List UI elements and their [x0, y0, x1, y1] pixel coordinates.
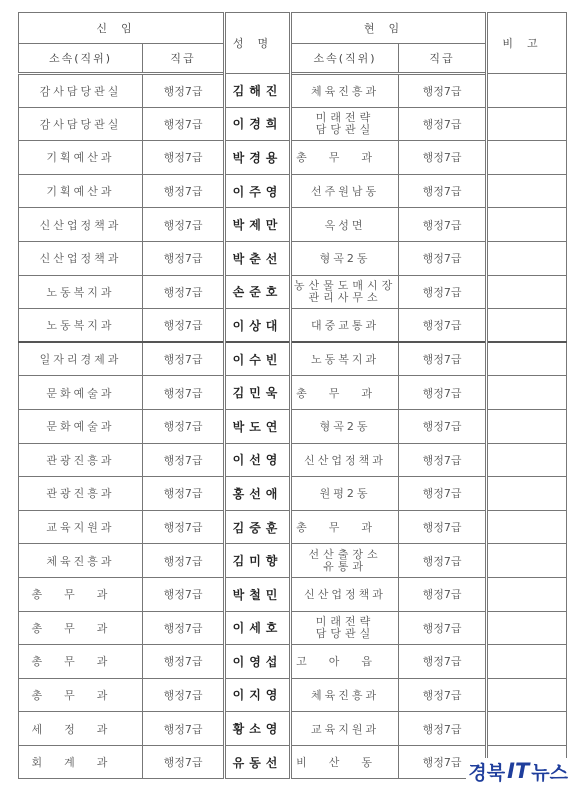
table-row: [19, 309, 567, 343]
note-cell: [487, 275, 567, 309]
table-row: [19, 107, 567, 141]
note-cell: [487, 241, 567, 275]
current-grade-cell: 행정7급: [399, 141, 487, 175]
name-header: 성명: [225, 13, 291, 74]
current-grade-cell: 행정7급: [399, 309, 487, 343]
table-row: [19, 241, 567, 275]
note-cell: [487, 74, 567, 108]
new-dept-cell: 관광진흥과: [19, 443, 143, 477]
current-dept-cell: 노동복지과: [291, 342, 399, 376]
note-cell: [487, 477, 567, 511]
current-grade-cell: 행정7급: [399, 477, 487, 511]
new-grade-cell: 행정7급: [143, 645, 225, 679]
name-cell: 이수빈: [225, 342, 291, 376]
note-cell: [487, 141, 567, 175]
new-dept-cell: 교육지원과: [19, 510, 143, 544]
current-dept-cell: 원평2동: [291, 477, 399, 511]
new-grade-cell: 행정7급: [143, 342, 225, 376]
note-cell: [487, 577, 567, 611]
new-dept-cell: 총무과: [19, 577, 143, 611]
new-grade-cell: 행정7급: [143, 712, 225, 746]
new-dept-cell: 감사담당관실: [19, 107, 143, 141]
name-cell: 홍선애: [225, 477, 291, 511]
name-cell: 이선영: [225, 443, 291, 477]
new-dept-cell: 신산업정책과: [19, 208, 143, 242]
current-dept-cell: 미래전략 담당관실: [291, 611, 399, 645]
new-dept-cell: 회계과: [19, 745, 143, 779]
new-grade-cell: 행정7급: [143, 376, 225, 410]
current-grade-cell: 행정7급: [399, 342, 487, 376]
note-cell: [487, 342, 567, 376]
current-grade-cell: 행정7급: [399, 712, 487, 746]
current-grade-cell: 행정7급: [399, 275, 487, 309]
current-grade-cell: 행정7급: [399, 107, 487, 141]
current-post-header: 현임: [291, 13, 487, 44]
current-dept-cell: 고아읍: [291, 645, 399, 679]
current-grade-cell: 행정7급: [399, 510, 487, 544]
current-grade-cell: 행정7급: [399, 544, 487, 578]
new-dept-cell: 기획예산과: [19, 174, 143, 208]
new-dept-cell: 총무과: [19, 645, 143, 679]
note-cell: [487, 611, 567, 645]
table-row: [19, 477, 567, 511]
new-dept-cell: 일자리경제과: [19, 342, 143, 376]
table-row: [19, 678, 567, 712]
new-dept-cell: 총무과: [19, 611, 143, 645]
table-row: [19, 275, 567, 309]
current-grade-cell: 행정7급: [399, 409, 487, 443]
current-grade-cell: 행정7급: [399, 611, 487, 645]
name-cell: 김미향: [225, 544, 291, 578]
new-grade-cell: 행정7급: [143, 443, 225, 477]
table-row: [19, 544, 567, 578]
name-cell: 이상대: [225, 309, 291, 343]
current-grade-cell: 행정7급: [399, 241, 487, 275]
current-dept-cell: 비산동: [291, 745, 399, 779]
new-grade-cell: 행정7급: [143, 745, 225, 779]
table-row: [19, 645, 567, 679]
new-dept-cell: 세정과: [19, 712, 143, 746]
name-cell: 이경희: [225, 107, 291, 141]
current-dept-cell: 선산출장소 유통과: [291, 544, 399, 578]
table-row: [19, 443, 567, 477]
new-grade-cell: 행정7급: [143, 208, 225, 242]
current-dept-cell: 선주원남동: [291, 174, 399, 208]
new-post-header: 신임: [19, 13, 225, 44]
current-grade-cell: 행정7급: [399, 678, 487, 712]
new-grade-cell: 행정7급: [143, 577, 225, 611]
name-cell: 황소영: [225, 712, 291, 746]
new-dept-cell: 체육진흥과: [19, 544, 143, 578]
note-header: 비고: [487, 13, 567, 74]
name-cell: 박춘선: [225, 241, 291, 275]
new-dept-cell: 노동복지과: [19, 309, 143, 343]
current-dept-cell: 체육진흥과: [291, 74, 399, 108]
name-cell: 유동선: [225, 745, 291, 779]
new-grade-cell: 행정7급: [143, 74, 225, 108]
current-grade-cell: 행정7급: [399, 745, 487, 779]
table-row: [19, 409, 567, 443]
new-grade-cell: 행정7급: [143, 241, 225, 275]
new-grade-cell: 행정7급: [143, 309, 225, 343]
current-grade-cell: 행정7급: [399, 74, 487, 108]
name-cell: 이영섭: [225, 645, 291, 679]
new-grade-cell: 행정7급: [143, 107, 225, 141]
name-cell: 박제만: [225, 208, 291, 242]
new-dept-cell: 관광진흥과: [19, 477, 143, 511]
current-dept-cell: 대중교통과: [291, 309, 399, 343]
name-cell: 박도연: [225, 409, 291, 443]
current-dept-cell: 미래전략 담당관실: [291, 107, 399, 141]
new-dept-cell: 기획예산과: [19, 141, 143, 175]
name-cell: 박경용: [225, 141, 291, 175]
new-dept-header: 소속(직위): [19, 44, 143, 74]
new-grade-cell: 행정7급: [143, 174, 225, 208]
current-grade-cell: 행정7급: [399, 208, 487, 242]
current-dept-cell: 교육지원과: [291, 712, 399, 746]
table-row: [19, 74, 567, 108]
table-row: [19, 141, 567, 175]
name-cell: 이세호: [225, 611, 291, 645]
name-cell: 박철민: [225, 577, 291, 611]
new-grade-cell: 행정7급: [143, 409, 225, 443]
new-grade-cell: 행정7급: [143, 141, 225, 175]
current-dept-cell: 신산업정책과: [291, 443, 399, 477]
current-grade-cell: 행정7급: [399, 443, 487, 477]
current-grade-cell: 행정7급: [399, 174, 487, 208]
note-cell: [487, 510, 567, 544]
table-row: [19, 510, 567, 544]
note-cell: [487, 309, 567, 343]
new-grade-header: 직급: [143, 44, 225, 74]
note-cell: [487, 376, 567, 410]
current-dept-cell: 총무과: [291, 376, 399, 410]
table-row: [19, 342, 567, 376]
new-grade-cell: 행정7급: [143, 544, 225, 578]
current-dept-cell: 형곡2동: [291, 409, 399, 443]
table-row: [19, 174, 567, 208]
note-cell: [487, 678, 567, 712]
note-cell: [487, 443, 567, 477]
current-dept-header: 소속(직위): [291, 44, 399, 74]
new-grade-cell: 행정7급: [143, 678, 225, 712]
news-logo: 경북 IT 뉴스: [468, 759, 568, 784]
new-grade-cell: 행정7급: [143, 275, 225, 309]
current-dept-cell: 형곡2동: [291, 241, 399, 275]
note-cell: [487, 107, 567, 141]
current-dept-cell: 총무과: [291, 141, 399, 175]
new-dept-cell: 총무과: [19, 678, 143, 712]
current-dept-cell: 신산업정책과: [291, 577, 399, 611]
current-grade-cell: 행정7급: [399, 645, 487, 679]
table-row: [19, 208, 567, 242]
new-grade-cell: 행정7급: [143, 611, 225, 645]
new-dept-cell: 노동복지과: [19, 275, 143, 309]
name-cell: 김중훈: [225, 510, 291, 544]
name-cell: 이지영: [225, 678, 291, 712]
new-grade-cell: 행정7급: [143, 477, 225, 511]
table-row: [19, 577, 567, 611]
table-row: [19, 712, 567, 746]
current-dept-cell: 농산물도매시장 관리사무소: [291, 275, 399, 309]
current-grade-cell: 행정7급: [399, 577, 487, 611]
current-grade-header: 직급: [399, 44, 487, 74]
new-dept-cell: 감사담당관실: [19, 74, 143, 108]
current-dept-cell: 옥성면: [291, 208, 399, 242]
note-cell: [487, 712, 567, 746]
note-cell: [487, 645, 567, 679]
new-dept-cell: 신산업정책과: [19, 241, 143, 275]
new-dept-cell: 문화예술과: [19, 409, 143, 443]
note-cell: [487, 174, 567, 208]
table-row: [19, 611, 567, 645]
name-cell: 이주영: [225, 174, 291, 208]
new-grade-cell: 행정7급: [143, 510, 225, 544]
name-cell: 김민욱: [225, 376, 291, 410]
current-dept-cell: 체육진흥과: [291, 678, 399, 712]
note-cell: [487, 544, 567, 578]
new-dept-cell: 문화예술과: [19, 376, 143, 410]
current-dept-cell: 총무과: [291, 510, 399, 544]
note-cell: [487, 208, 567, 242]
table-body: [19, 74, 567, 779]
current-grade-cell: 행정7급: [399, 376, 487, 410]
name-cell: 김해진: [225, 74, 291, 108]
note-cell: [487, 409, 567, 443]
table-row: [19, 376, 567, 410]
name-cell: 손준호: [225, 275, 291, 309]
personnel-table: [18, 12, 567, 779]
